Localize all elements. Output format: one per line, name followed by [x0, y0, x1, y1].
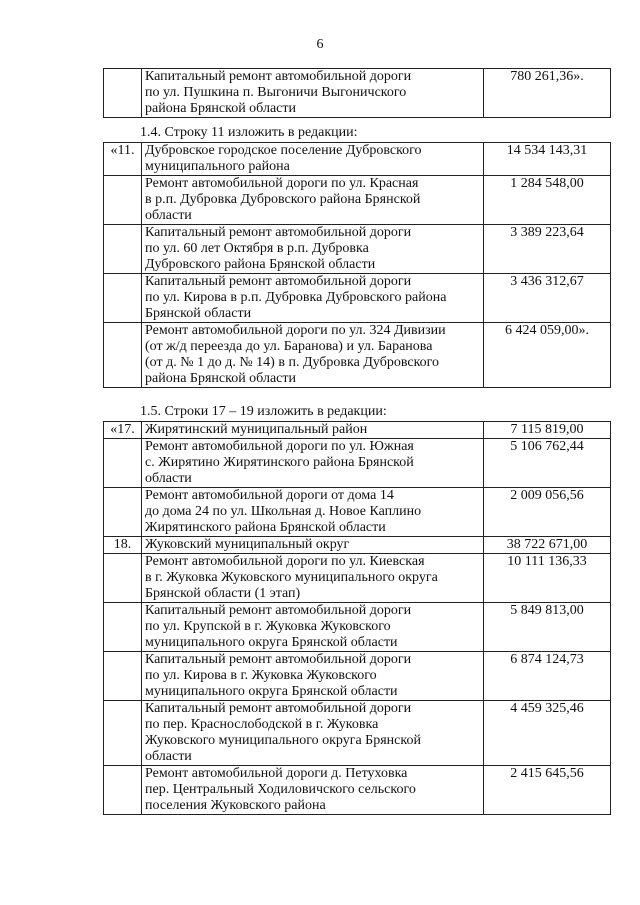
description-line: Ремонт автомобильной дороги по ул. Южная — [145, 439, 414, 454]
row-number — [104, 603, 142, 652]
row-number — [104, 488, 142, 537]
table-row — [104, 603, 611, 652]
row-description — [142, 603, 484, 652]
row-description — [142, 537, 484, 554]
row-description — [142, 176, 484, 225]
row-description — [142, 69, 484, 118]
description-line: в р.п. Дубровка Дубровского района Брянской — [145, 192, 421, 207]
description-line: пер. Центральный Ходиловичского сельского — [145, 782, 416, 797]
table-block-a — [103, 68, 611, 118]
row-number: «11. — [104, 143, 142, 176]
table-row — [104, 439, 611, 488]
row-amount: 6 874 124,73 — [484, 652, 611, 701]
description-line: по ул. Кирова в р.п. Дубровка Дубровского района — [145, 290, 447, 305]
table-row — [104, 537, 611, 554]
description-line: области — [145, 471, 192, 486]
description-line: Ремонт автомобильной дороги д. Петуховка — [145, 766, 408, 781]
row-number — [104, 274, 142, 323]
description-line: Капитальный ремонт автомобильной дороги — [145, 652, 412, 667]
row-description — [142, 488, 484, 537]
row-amount: 5 106 762,44 — [484, 439, 611, 488]
description-line: по ул. 60 лет Октября в р.п. Дубровка — [145, 241, 369, 256]
table-row — [104, 69, 611, 118]
table-block-b — [103, 142, 611, 388]
row-description — [142, 422, 484, 439]
description-line: поселения Жуковского района — [145, 798, 326, 813]
row-number — [104, 69, 142, 118]
row-number — [104, 652, 142, 701]
row-description — [142, 554, 484, 603]
row-amount: 14 534 143,31 — [484, 143, 611, 176]
table-row — [104, 766, 611, 815]
description-line: Дубровское городское поселение Дубровского — [145, 143, 422, 158]
description-line: Жирятинского района Брянской области — [145, 520, 386, 535]
description-line: по ул. Крупской в г. Жуковка Жуковского — [145, 619, 391, 634]
row-amount: 2 009 056,56 — [484, 488, 611, 537]
description-line: Ремонт автомобильной дороги по ул. Красная — [145, 176, 419, 191]
row-amount: 6 424 059,00». — [484, 323, 611, 388]
description-line: Жуковский муниципальный округ — [145, 537, 350, 552]
description-line: Жуковского муниципального округа Брянской — [145, 733, 421, 748]
description-line: по ул. Пушкина п. Выгоничи Выгоничского — [145, 85, 407, 100]
row-description — [142, 701, 484, 766]
row-number: 18. — [104, 537, 142, 554]
row-number — [104, 323, 142, 388]
table-row — [104, 143, 611, 176]
description-line: с. Жирятино Жирятинского района Брянской — [145, 455, 414, 470]
table-row — [104, 274, 611, 323]
description-line: Дубровского района Брянской области — [145, 257, 376, 272]
row-amount: 5 849 813,00 — [484, 603, 611, 652]
description-line: до дома 24 по ул. Школьная д. Новое Каплино — [145, 504, 422, 519]
row-number — [104, 176, 142, 225]
description-line: области — [145, 749, 192, 764]
table-row — [104, 176, 611, 225]
row-number — [104, 766, 142, 815]
table-row — [104, 488, 611, 537]
row-amount: 3 436 312,67 — [484, 274, 611, 323]
table-row — [104, 652, 611, 701]
description-line: Ремонт автомобильной дороги от дома 14 — [145, 488, 394, 503]
description-line: (от д. № 1 до д. № 14) в п. Дубровка Дубровского — [145, 355, 440, 370]
description-line: муниципального района — [145, 159, 290, 174]
description-line: по пер. Краснослободской в г. Жуковка — [145, 717, 379, 732]
table-row — [104, 554, 611, 603]
row-amount: 3 389 223,64 — [484, 225, 611, 274]
row-description — [142, 274, 484, 323]
row-description — [142, 652, 484, 701]
description-line: района Брянской области — [145, 371, 296, 386]
row-description — [142, 766, 484, 815]
page-number: 6 — [316, 37, 324, 52]
description-line: (от ж/д переезда до ул. Баранова) и ул. Баранова — [145, 339, 433, 354]
description-line: Капитальный ремонт автомобильной дороги — [145, 701, 412, 716]
row-amount: 38 722 671,00 — [484, 537, 611, 554]
description-line: Капитальный ремонт автомобильной дороги — [145, 225, 412, 240]
description-line: области — [145, 208, 192, 223]
row-description — [142, 225, 484, 274]
description-line: Брянской области (1 этап) — [145, 586, 301, 601]
row-number — [104, 439, 142, 488]
description-line: Капитальный ремонт автомобильной дороги — [145, 603, 412, 618]
row-number — [104, 554, 142, 603]
table-row — [104, 422, 611, 439]
description-line: Брянской области — [145, 306, 252, 321]
row-amount: 10 111 136,33 — [484, 554, 611, 603]
row-amount: 1 284 548,00 — [484, 176, 611, 225]
section-heading-1-4: 1.4. Строку 11 изложить в редакции: — [140, 125, 358, 140]
description-line: в г. Жуковка Жуковского муниципального округа — [145, 570, 438, 585]
description-line: Ремонт автомобильной дороги по ул. 324 Дивизии — [145, 323, 446, 338]
description-line: Ремонт автомобильной дороги по ул. Киевская — [145, 554, 425, 569]
description-line: муниципального округа Брянской области — [145, 635, 398, 650]
description-line: по ул. Кирова в г. Жуковка Жуковского — [145, 668, 377, 683]
description-line: Жирятинский муниципальный район — [145, 422, 368, 437]
row-amount: 2 415 645,56 — [484, 766, 611, 815]
row-number — [104, 701, 142, 766]
description-line: муниципального округа Брянской области — [145, 684, 398, 699]
row-description — [142, 143, 484, 176]
row-description — [142, 323, 484, 388]
row-number: «17. — [104, 422, 142, 439]
table-block-c — [103, 421, 611, 815]
description-line: района Брянской области — [145, 101, 296, 116]
table-row — [104, 323, 611, 388]
description-line: Капитальный ремонт автомобильной дороги — [145, 274, 412, 289]
description-line: Капитальный ремонт автомобильной дороги — [145, 69, 412, 84]
table-row — [104, 701, 611, 766]
row-description — [142, 439, 484, 488]
row-amount: 780 261,36». — [484, 69, 611, 118]
row-amount: 4 459 325,46 — [484, 701, 611, 766]
row-amount: 7 115 819,00 — [484, 422, 611, 439]
section-heading-1-5: 1.5. Строки 17 – 19 изложить в редакции: — [140, 404, 387, 419]
row-number — [104, 225, 142, 274]
table-row — [104, 225, 611, 274]
